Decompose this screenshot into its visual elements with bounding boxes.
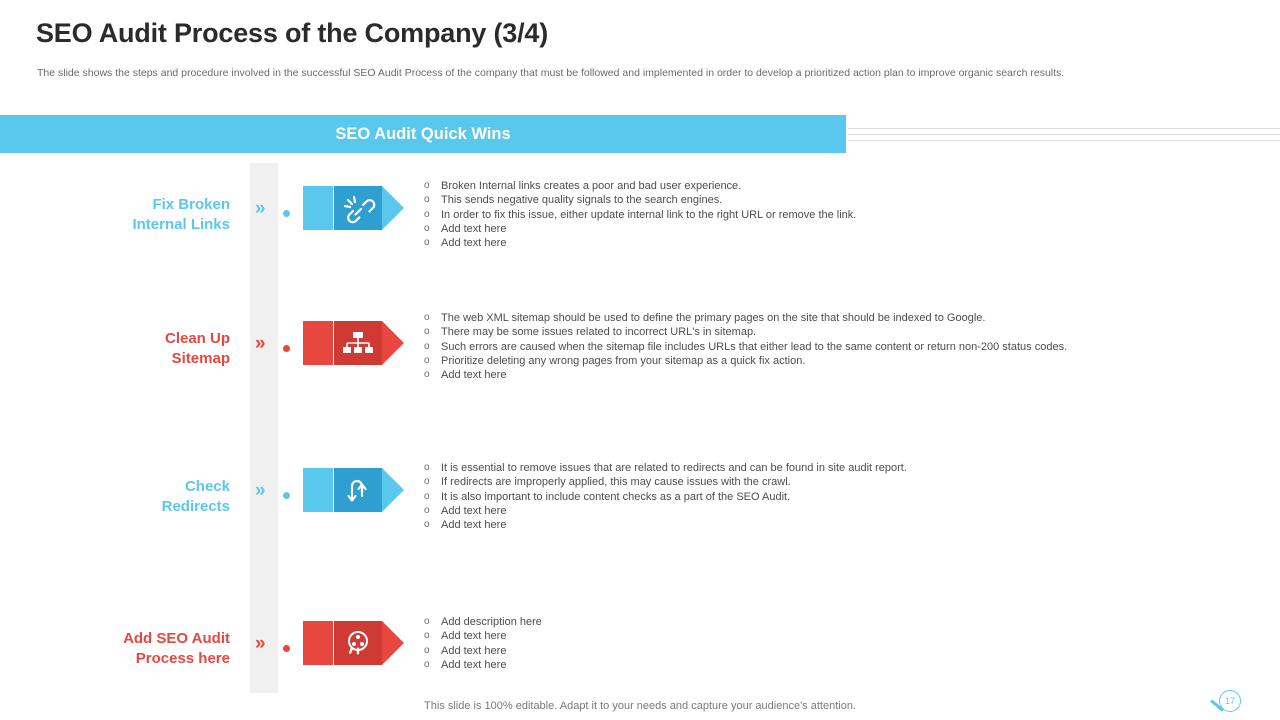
row-1-arrow-icon [382, 186, 404, 230]
list-item: o In order to fix this issue, either update internal link to the right URL or remove the link. [424, 208, 1244, 222]
row-3-arrow-icon [382, 468, 404, 512]
row-3-icon-group [303, 468, 403, 512]
list-item: o There may be some issues related to incorrect URL's in sitemap. [424, 325, 1244, 339]
list-item: o Prioritize deleting any wrong pages from your sitemap as a quick fix action. [424, 354, 1244, 368]
page-subtitle: The slide shows the steps and procedure involved in the successful SEO Audit Process of the company that must be followed and implemented in order to develop a prioritized action plan to improve organic search results. [37, 67, 1065, 79]
banner-decoration-lines [848, 123, 1280, 147]
row-4-bullet-list [424, 615, 1244, 672]
row-3-bullet-dot-icon [283, 492, 290, 499]
row-2-chevron-icon: » [255, 333, 264, 354]
row-3-chevron-icon: » [255, 480, 264, 501]
row-2-bullet-list [424, 311, 1244, 382]
list-item: o Add text here [424, 658, 1244, 672]
row-3-bullet-list [424, 461, 1244, 532]
gear-settings-icon [334, 621, 382, 665]
row-4-label-line1: Add SEO Audit [123, 630, 230, 647]
row-2-arrow-icon [382, 321, 404, 365]
list-item: o If redirects are improperly applied, this may cause issues with the crawl. [424, 475, 1244, 489]
row-1-icon-left-block [303, 186, 333, 230]
list-item: o This sends negative quality signals to the search engines. [424, 193, 1244, 207]
row-4-icon-group [303, 621, 403, 665]
list-item: o Add text here [424, 236, 1244, 250]
row-2-icon-left-block [303, 321, 333, 365]
row-1-label-line2: Internal Links [132, 216, 230, 233]
list-item: o Add text here [424, 644, 1244, 658]
row-2-label-line2: Sitemap [171, 350, 230, 367]
list-item: o Add text here [424, 518, 1244, 532]
row-4-arrow-icon [382, 621, 404, 665]
row-4-icon-left-block [303, 621, 333, 665]
row-2-icon-group [303, 321, 403, 365]
row-2-label-line1: Clean Up [164, 330, 230, 347]
broken-link-icon [334, 186, 382, 230]
list-item: o The web XML sitemap should be used to define the primary pages on the site that should be indexed to Google. [424, 311, 1244, 325]
row-4-chevron-icon: » [255, 633, 264, 654]
list-item: o Add text here [424, 629, 1244, 643]
list-item: o Add text here [424, 504, 1244, 518]
list-item: o Add description here [424, 615, 1244, 629]
list-item: o Add text here [424, 368, 1244, 382]
redirect-arrows-icon [334, 468, 382, 512]
row-1-bullet-dot-icon [283, 210, 290, 217]
banner-title: SEO Audit Quick Wins [335, 125, 511, 143]
list-item: o It is also important to include content checks as a part of the SEO Audit. [424, 490, 1244, 504]
row-1-chevron-icon: » [255, 198, 264, 219]
list-item: o Add text here [424, 222, 1244, 236]
page-title: SEO Audit Process of the Company (3/4) [36, 18, 548, 48]
row-3-label-line1: Check [184, 478, 230, 495]
footer-note: This slide is 100% editable. Adapt it to your needs and capture your audience's attention. [424, 700, 856, 712]
row-4-label-line2: Process here [135, 650, 230, 667]
row-3-label-line2: Redirects [161, 498, 230, 515]
row-4-bullet-dot-icon [283, 645, 290, 652]
list-item: o It is essential to remove issues that are related to redirects and can be found in site audit report. [424, 461, 1244, 475]
page-number-badge [1207, 690, 1247, 716]
section-banner [0, 115, 1280, 155]
list-item: o Broken Internal links creates a poor and bad user experience. [424, 179, 1244, 193]
row-1-bullet-list [424, 179, 1244, 250]
row-3-icon-left-block [303, 468, 333, 512]
list-item: o Such errors are caused when the sitemap file includes URLs that either lead to the same content or return non-200 status codes. [424, 340, 1244, 354]
row-1-label-line1: Fix Broken [152, 196, 230, 213]
sitemap-icon [334, 321, 382, 365]
row-1-icon-group [303, 186, 403, 230]
page-number: 17 [1219, 690, 1241, 712]
row-2-bullet-dot-icon [283, 345, 290, 352]
timeline-track [250, 163, 278, 693]
